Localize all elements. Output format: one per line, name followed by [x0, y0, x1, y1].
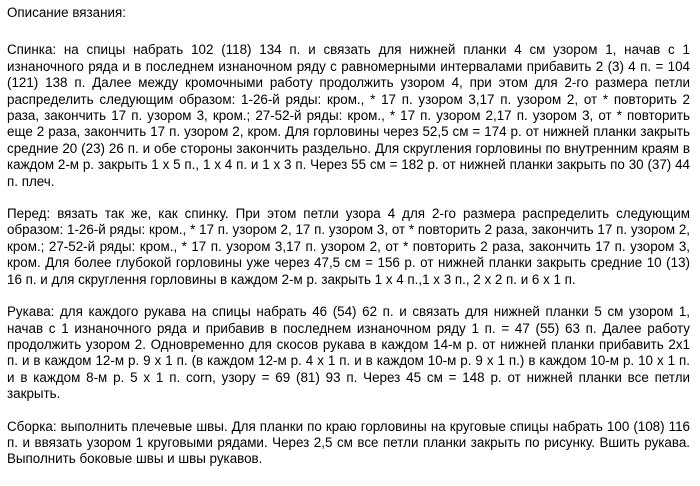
paragraph-back: Спинка: на спицы набрать 102 (118) 134 п. и связать для нижней планки 4 см узором 1, начав с 1 изнаночного ряда и в последнем изнаночном ряду с равномерными интервалами прибавить 2 (3) 4 п. = 104 (121) 138 п. Далее между кромочными работу продолжить узором 4, при этом для 2-го размера петли распределить следующим образом: 1-26-й ряды: кром., * 17 п. узором 3,17 п. узором 2, от * повторить 2 раза, закончить 17 п. узором 3, кром.; 27-52-й ряды: кром., * 17 п. узором 2,17 п. узором 3, от * повторить еще 2 раза, закончить 17 п. узором 2, кром. Для горловины через 52,5 см = 174 р. от нижней планки закрыть средние 20 (23) 26 п. и обе стороны закончить раздельно. Для скругления горловины по внутренним краям в каждом 2-м р. закрыть 1 х 5 п., 1 х 4 п. и 1 х 3 п. Через 55 см = 182 р. от нижней планки закрыть по 30 (37) 44 п. плеч. [7, 42, 690, 189]
paragraph-assembly: Сборка: выполнить плечевые швы. Для планки по краю горловины на круговые спицы набрать 100 (108) 116 п. и ввязать узором 1 круговыми рядами. Через 2,5 см все петли планки закрыть по рисунку. Вшить рукава. Выполнить боковые швы и швы рукавов. [7, 418, 690, 467]
paragraph-sleeves: Рукава: для каждого рукава на спицы набрать 46 (54) 62 п. и связать для нижней планки 5 см узором 1, начав с 1 изнаночного ряда и прибавив в последнем изнаночном ряду 1 п. = 47 (55) 63 п. Далее работу продолжить узором 2. Одновременно для скосов рукава в каждом 14-м р. от нижней планки прибавить 2х1 п. и в каждом 12-м р. 9 х 1 п. (в каждом 12-м р. 4 х 1 п. и в каждом 10-м р. 9 х 1 п.) в каждом 10-м р. 10 х 1 п. и в каждом 8-м р. 5 х 1 п. corn, узору = 69 (81) 93 п. Через 45 см = 148 р. от нижней планки все петли закрыть. [7, 304, 690, 402]
document-title: Описание вязания: [7, 5, 126, 20]
paragraph-front: Перед: вязать так же, как спинку. При этом петли узора 4 для 2-го размера распределить следующим образом: 1-26-й ряды: кром., * 17 п. узором 2, 17 п. узором 3, от * повторить 2 раза, закончить 17 п. узором 2, кром.; 27-52-й ряды: кром., * 17 п. узором 3,17 п. узором 2, от * повторить 2 раза, закончить 17 п. узором 3, кром. Для более глубокой горловины уже через 47,5 см = 156 р. от нижней планки закрыть средние 10 (13) 16 п. и для скруглення горловины в каждом 2-м р. закрыть 1 х 4 п.,1 х 3 п., 2 х 2 п. и 6 х 1 п. [7, 206, 690, 287]
